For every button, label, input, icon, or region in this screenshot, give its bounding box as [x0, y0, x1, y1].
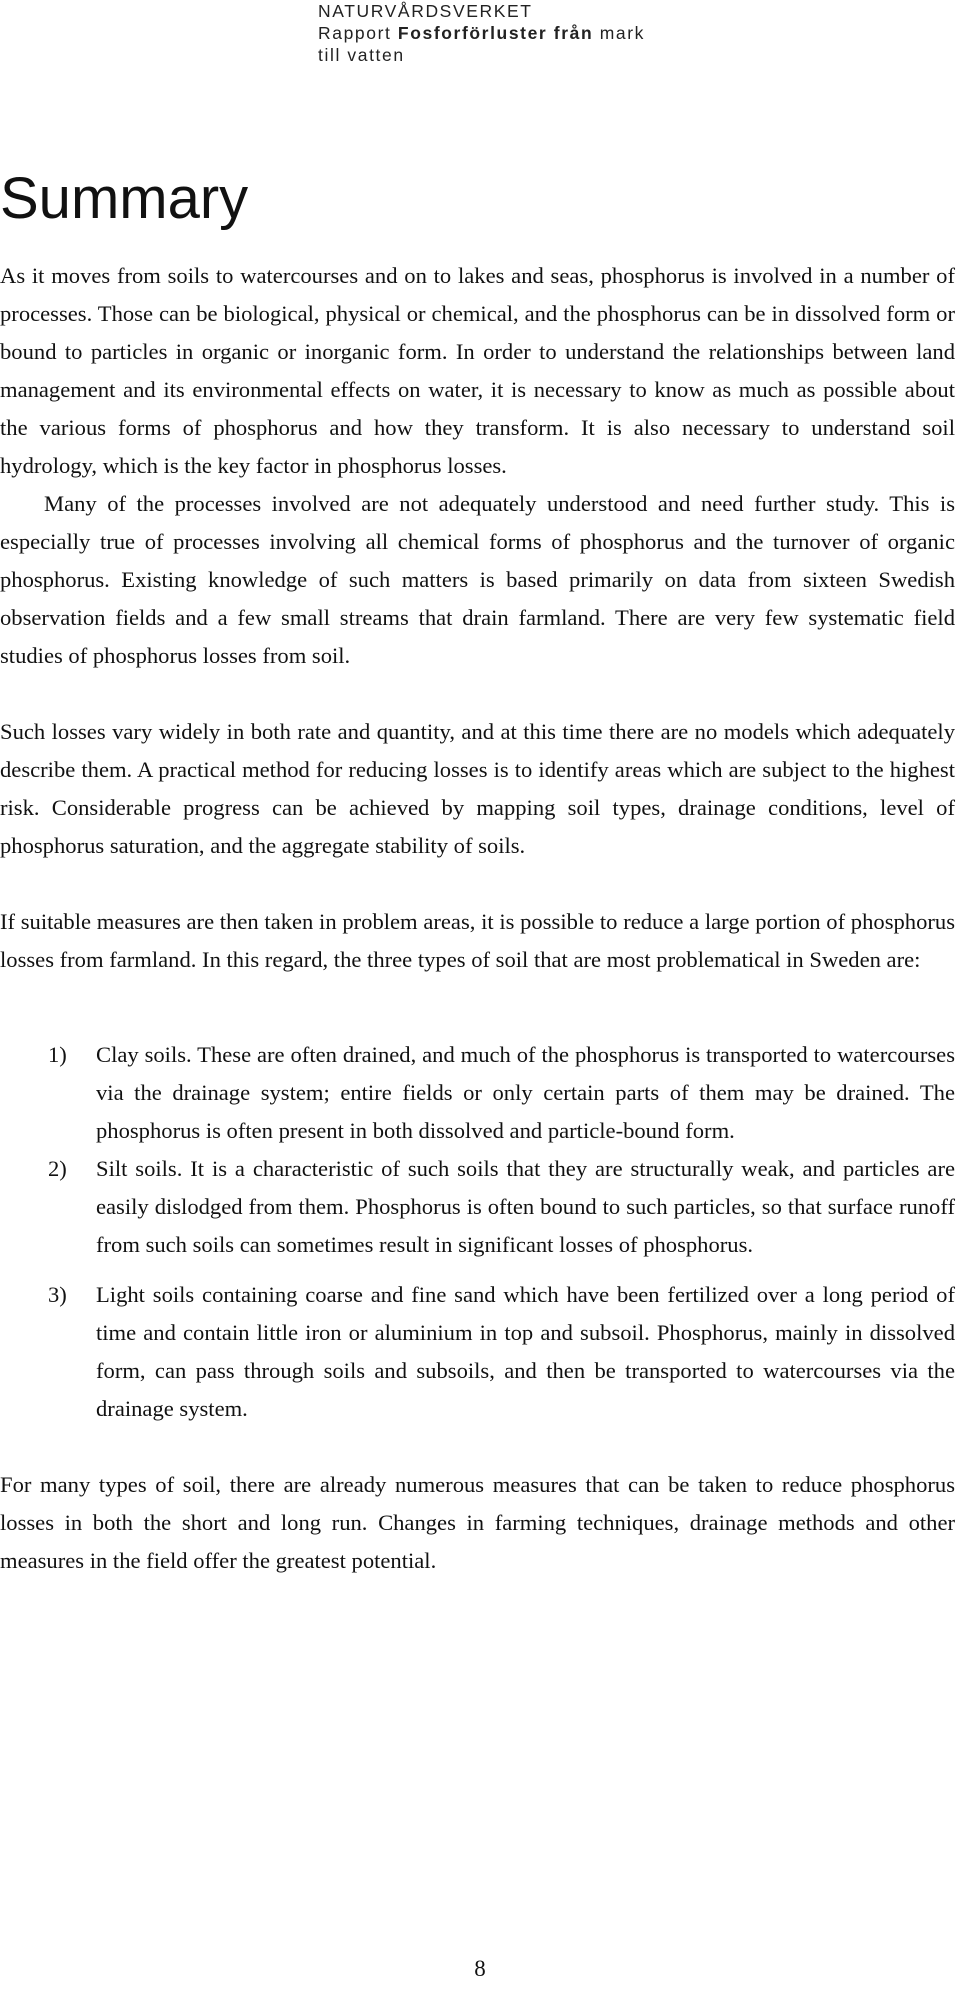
page-title: Summary	[0, 166, 249, 231]
list-item-text: Clay soils. These are often drained, and much of the phosphorus is transported to watercourses via the drainage system; entire fields or only certain parts of them may be drained. The phosphorus is often present in both dissolved and particle-bound form.	[96, 1042, 955, 1143]
list-item	[0, 1276, 955, 1428]
paragraph-knowledge-gaps: Many of the processes involved are not adequately understood and need further study. This is especially true of processes involving all chemical forms of phosphorus and the turnover of organic phosphorus. Existing knowledge of such matters is based primarily on data from sixteen Swedish observation fields and a few small streams that drain farmland. There are very few systematic field studies of phosphorus losses from soil.	[0, 491, 955, 668]
header-report-title	[318, 22, 648, 44]
header-report-suffix: mark	[593, 23, 646, 43]
paragraph-closing: For many types of soil, there are already numerous measures that can be taken to reduce phosphorus losses in both the short and long run. Changes in farming techniques, drainage methods and other measures in the field offer the greatest potential.	[0, 1472, 955, 1573]
list-item	[0, 1150, 955, 1264]
running-header	[318, 0, 648, 66]
list-item-text: Light soils containing coarse and fine sand which have been fertilized over a long period of time and contain little iron or aluminium in top and subsoil. Phosphorus, mainly in dissolved form, can pass through soils and subsoils, and then be transported to watercourses via the drainage system.	[96, 1282, 955, 1421]
list-item-text: Silt soils. It is a characteristic of such soils that they are structurally weak, and particles are easily dislodged from them. Phosphorus is often bound to such particles, so that surface runoff from such soils can sometimes result in significant losses of phosphorus.	[96, 1156, 955, 1257]
list-item-number: 1)	[48, 1042, 67, 1067]
paragraph-problem-soils: If suitable measures are then taken in problem areas, it is possible to reduce a large portion of phosphorus losses from farmland. In this regard, the three types of soil that are most problematical in Sweden are:	[0, 909, 955, 972]
list-item	[0, 1036, 955, 1150]
header-report-title-continued: till vatten	[318, 45, 405, 65]
list-item-number: 3)	[48, 1282, 67, 1307]
header-report-prefix: Rapport	[318, 23, 398, 43]
paragraph-intro: As it moves from soils to watercourses and on to lakes and seas, phosphorus is involved in a number of processes. Those can be biological, physical or chemical, and the phosphorus can be in dissolved form or bound to particles in organic or inorganic form. In order to understand the relationships between land management and its environmental effects on water, it is necessary to know as much as possible about the various forms of phosphorus and how they transform. It is also necessary to understand soil hydrology, which is the key factor in phosphorus losses.	[0, 263, 955, 478]
soil-type-list	[0, 1036, 955, 1428]
list-item-number: 2)	[48, 1156, 67, 1181]
header-report-title-bold: Fosforförluster från	[397, 23, 594, 43]
paragraph-loss-variation: Such losses vary widely in both rate and quantity, and at this time there are no models which adequately describe them. A practical method for reducing losses is to identify areas which are subject to the highest risk. Considerable progress can be achieved by mapping soil types, drainage conditions, level of phosphorus saturation, and the aggregate stability of soils.	[0, 719, 955, 858]
header-organization: NATURVÅRDSVERKET	[318, 1, 533, 21]
summary-body	[0, 257, 955, 1580]
page-number: 8	[474, 1956, 486, 1981]
